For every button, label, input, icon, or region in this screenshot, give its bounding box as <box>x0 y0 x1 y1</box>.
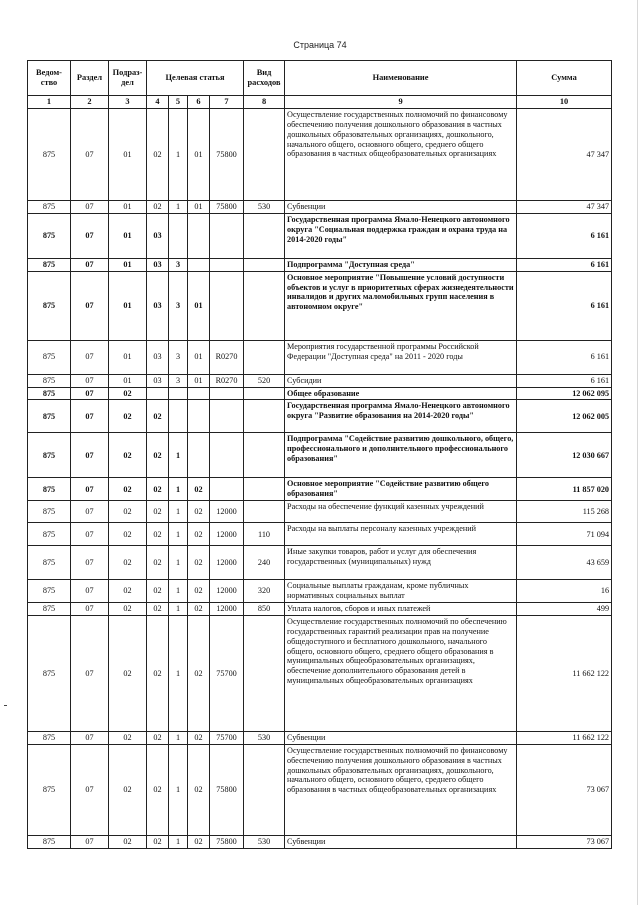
target-1-cell: 02 <box>147 523 169 546</box>
name-cell: Осуществление государственных полномочий по финансовому обеспечению получения дошкольного образования в частных дошкольных образовательных организациях, дошкольного, начального общего, основного общего, среднего общего образования в частных общеобразовательных организациях <box>285 744 517 835</box>
vid-cell <box>244 258 285 271</box>
razdel-cell: 07 <box>71 546 109 580</box>
target-3-cell: 02 <box>188 603 210 616</box>
sum-cell: 16 <box>517 580 612 603</box>
table-row <box>28 546 612 580</box>
razdel-cell: 07 <box>71 744 109 835</box>
target-4-cell <box>210 478 244 501</box>
target-2-cell: 1 <box>169 731 188 744</box>
target-2-cell: 3 <box>169 271 188 340</box>
target-1-cell <box>147 387 169 400</box>
podrazdel-cell: 02 <box>109 615 147 731</box>
razdel-cell: 07 <box>71 478 109 501</box>
vid-cell <box>244 271 285 340</box>
target-4-cell: R0270 <box>210 340 244 374</box>
target-2-cell: 1 <box>169 603 188 616</box>
target-1-cell: 02 <box>147 615 169 731</box>
target-2-cell: 1 <box>169 744 188 835</box>
sum-cell: 6 161 <box>517 258 612 271</box>
target-4-cell: 75800 <box>210 744 244 835</box>
name-cell: Подпрограмма "Содействие развитию дошкольного, общего, профессионального и дополнительного профессионального образования" <box>285 433 517 478</box>
name-cell: Субвенции <box>285 835 517 848</box>
table-row <box>28 213 612 258</box>
name-cell: Социальные выплаты гражданам, кроме публичных нормативных социальных выплат <box>285 580 517 603</box>
target-3-cell <box>188 387 210 400</box>
sum-cell: 11 662 122 <box>517 615 612 731</box>
vedomstvo-cell: 875 <box>28 109 71 201</box>
target-3-cell: 02 <box>188 835 210 848</box>
target-1-cell: 02 <box>147 580 169 603</box>
target-2-cell: 1 <box>169 835 188 848</box>
target-3-cell: 02 <box>188 523 210 546</box>
target-2-cell <box>169 400 188 433</box>
target-2-cell: 1 <box>169 109 188 201</box>
name-cell: Расходы на выплаты персоналу казенных учреждений <box>285 523 517 546</box>
target-3-cell <box>188 433 210 478</box>
target-4-cell: 75700 <box>210 731 244 744</box>
podrazdel-cell: 02 <box>109 580 147 603</box>
column-number: 4 <box>147 96 169 109</box>
target-3-cell: 01 <box>188 201 210 214</box>
razdel-cell: 07 <box>71 374 109 387</box>
razdel-cell: 07 <box>71 835 109 848</box>
table-row <box>28 835 612 848</box>
vedomstvo-cell: 875 <box>28 433 71 478</box>
vedomstvo-cell: 875 <box>28 478 71 501</box>
column-number: 7 <box>210 96 244 109</box>
vedomstvo-cell: 875 <box>28 387 71 400</box>
razdel-cell: 07 <box>71 109 109 201</box>
name-cell: Подпрограмма "Доступная среда" <box>285 258 517 271</box>
sum-cell: 73 067 <box>517 744 612 835</box>
sum-cell: 115 268 <box>517 501 612 523</box>
name-cell: Осуществление государственных полномочий по обеспечению государственных гарантий реализации прав на получение общедоступного и бесплатного дошкольного, начального общего, основного общего, среднего общего образования в муниципальных общеобразовательных организациях, обеспечение дополнительного образования детей в муниципальных общеобразовательных организациях <box>285 615 517 731</box>
table-row <box>28 387 612 400</box>
vedomstvo-cell: 875 <box>28 374 71 387</box>
podrazdel-cell: 02 <box>109 523 147 546</box>
table-row <box>28 731 612 744</box>
name-cell: Основное мероприятие "Содействие развитию общего образования" <box>285 478 517 501</box>
target-3-cell: 02 <box>188 744 210 835</box>
name-cell: Общее образование <box>285 387 517 400</box>
vid-cell: 110 <box>244 523 285 546</box>
target-2-cell: 1 <box>169 615 188 731</box>
razdel-cell: 07 <box>71 580 109 603</box>
vid-cell <box>244 744 285 835</box>
sum-cell: 12 062 095 <box>517 387 612 400</box>
vedomstvo-cell: 875 <box>28 523 71 546</box>
razdel-cell: 07 <box>71 501 109 523</box>
target-4-cell <box>210 271 244 340</box>
target-4-cell <box>210 433 244 478</box>
sum-cell: 6 161 <box>517 340 612 374</box>
vid-cell <box>244 109 285 201</box>
target-4-cell <box>210 400 244 433</box>
vid-cell: 320 <box>244 580 285 603</box>
target-3-cell: 01 <box>188 271 210 340</box>
col-header-vid: Вид расходов <box>244 61 285 96</box>
target-1-cell: 02 <box>147 478 169 501</box>
target-1-cell: 03 <box>147 271 169 340</box>
sum-cell: 71 094 <box>517 523 612 546</box>
razdel-cell: 07 <box>71 603 109 616</box>
podrazdel-cell: 02 <box>109 478 147 501</box>
podrazdel-cell: 02 <box>109 546 147 580</box>
target-2-cell: 1 <box>169 501 188 523</box>
vedomstvo-cell: 875 <box>28 340 71 374</box>
name-cell: Государственная программа Ямало-Ненецкого автономного округа "Развитие образования на 2014-2020 годы" <box>285 400 517 433</box>
target-4-cell: R0270 <box>210 374 244 387</box>
sum-cell: 6 161 <box>517 213 612 258</box>
name-cell: Субвенции <box>285 201 517 214</box>
column-number: 8 <box>244 96 285 109</box>
razdel-cell: 07 <box>71 523 109 546</box>
target-1-cell: 03 <box>147 258 169 271</box>
target-1-cell: 02 <box>147 603 169 616</box>
table-row <box>28 580 612 603</box>
vid-cell <box>244 400 285 433</box>
table-row <box>28 271 612 340</box>
target-2-cell: 1 <box>169 580 188 603</box>
target-1-cell: 02 <box>147 433 169 478</box>
target-2-cell: 3 <box>169 340 188 374</box>
name-cell: Субвенции <box>285 731 517 744</box>
vid-cell <box>244 213 285 258</box>
target-3-cell: 02 <box>188 580 210 603</box>
target-4-cell: 75800 <box>210 835 244 848</box>
podrazdel-cell: 02 <box>109 603 147 616</box>
razdel-cell: 07 <box>71 387 109 400</box>
podrazdel-cell: 01 <box>109 213 147 258</box>
sum-cell: 12 062 005 <box>517 400 612 433</box>
table-row <box>28 400 612 433</box>
razdel-cell: 07 <box>71 201 109 214</box>
sum-cell: 47 347 <box>517 109 612 201</box>
sum-cell: 11 662 122 <box>517 731 612 744</box>
podrazdel-cell: 02 <box>109 835 147 848</box>
name-cell: Основное мероприятие "Повышение условий доступности объектов и услуг в приоритетных сферах жизнедеятельности инвалидов и других маломобильных групп населения в автономном округе" <box>285 271 517 340</box>
vedomstvo-cell: 875 <box>28 835 71 848</box>
target-1-cell: 02 <box>147 546 169 580</box>
name-cell: Уплата налогов, сборов и иных платежей <box>285 603 517 616</box>
target-4-cell: 75700 <box>210 615 244 731</box>
table-row <box>28 603 612 616</box>
vid-cell: 530 <box>244 835 285 848</box>
table-row <box>28 523 612 546</box>
col-header-celevaya: Целевая статья <box>147 61 244 96</box>
target-2-cell <box>169 213 188 258</box>
budget-table <box>27 60 612 849</box>
page-header: Страница 74 <box>293 40 347 50</box>
target-4-cell <box>210 387 244 400</box>
header-row <box>28 61 612 96</box>
vedomstvo-cell: 875 <box>28 400 71 433</box>
column-number: 1 <box>28 96 71 109</box>
target-3-cell: 02 <box>188 478 210 501</box>
vid-cell: 530 <box>244 201 285 214</box>
col-header-sum: Сумма <box>517 61 612 96</box>
vid-cell <box>244 501 285 523</box>
table-row <box>28 615 612 731</box>
target-1-cell: 02 <box>147 731 169 744</box>
sum-cell: 43 659 <box>517 546 612 580</box>
vid-cell: 850 <box>244 603 285 616</box>
sum-cell: 499 <box>517 603 612 616</box>
target-3-cell <box>188 258 210 271</box>
podrazdel-cell: 02 <box>109 400 147 433</box>
sum-cell: 47 347 <box>517 201 612 214</box>
target-1-cell: 02 <box>147 109 169 201</box>
podrazdel-cell: 01 <box>109 271 147 340</box>
col-header-vedomstvo: Ведом-ство <box>28 61 71 96</box>
table-row <box>28 433 612 478</box>
target-1-cell: 02 <box>147 400 169 433</box>
target-2-cell: 1 <box>169 478 188 501</box>
target-4-cell <box>210 213 244 258</box>
name-cell: Иные закупки товаров, работ и услуг для обеспечения государственных (муниципальных) нужд <box>285 546 517 580</box>
sum-cell: 12 030 667 <box>517 433 612 478</box>
table-row <box>28 340 612 374</box>
sum-cell: 73 067 <box>517 835 612 848</box>
target-1-cell: 02 <box>147 835 169 848</box>
target-1-cell: 03 <box>147 340 169 374</box>
col-header-name: Наименование <box>285 61 517 96</box>
razdel-cell: 07 <box>71 731 109 744</box>
table-row <box>28 374 612 387</box>
sum-cell: 6 161 <box>517 374 612 387</box>
vedomstvo-cell: 875 <box>28 271 71 340</box>
target-3-cell <box>188 400 210 433</box>
target-1-cell: 02 <box>147 744 169 835</box>
scan-mark <box>4 705 7 706</box>
sum-cell: 6 161 <box>517 271 612 340</box>
name-cell: Государственная программа Ямало-Ненецкого автономного округа "Социальная поддержка граждан и охрана труда на 2014-2020 годы" <box>285 213 517 258</box>
vedomstvo-cell: 875 <box>28 580 71 603</box>
column-number-row <box>28 96 612 109</box>
target-3-cell: 01 <box>188 374 210 387</box>
podrazdel-cell: 02 <box>109 433 147 478</box>
target-3-cell: 01 <box>188 109 210 201</box>
podrazdel-cell: 01 <box>109 201 147 214</box>
razdel-cell: 07 <box>71 433 109 478</box>
vedomstvo-cell: 875 <box>28 731 71 744</box>
target-1-cell: 02 <box>147 501 169 523</box>
col-header-razdel: Раздел <box>71 61 109 96</box>
podrazdel-cell: 02 <box>109 387 147 400</box>
table-row <box>28 109 612 201</box>
vid-cell <box>244 387 285 400</box>
target-3-cell: 02 <box>188 546 210 580</box>
podrazdel-cell: 01 <box>109 340 147 374</box>
podrazdel-cell: 02 <box>109 501 147 523</box>
sum-cell: 11 857 020 <box>517 478 612 501</box>
target-4-cell <box>210 258 244 271</box>
target-4-cell: 12000 <box>210 580 244 603</box>
vedomstvo-cell: 875 <box>28 615 71 731</box>
target-2-cell: 3 <box>169 374 188 387</box>
column-number: 6 <box>188 96 210 109</box>
vedomstvo-cell: 875 <box>28 744 71 835</box>
vedomstvo-cell: 875 <box>28 201 71 214</box>
vedomstvo-cell: 875 <box>28 501 71 523</box>
podrazdel-cell: 01 <box>109 258 147 271</box>
vid-cell: 530 <box>244 731 285 744</box>
column-number: 2 <box>71 96 109 109</box>
target-2-cell: 1 <box>169 201 188 214</box>
razdel-cell: 07 <box>71 271 109 340</box>
name-cell: Осуществление государственных полномочий по финансовому обеспечению получения дошкольного образования в частных дошкольных образовательных организациях, дошкольного, начального общего, основного общего, среднего общего образования в частных общеобразовательных организациях <box>285 109 517 201</box>
target-4-cell: 12000 <box>210 546 244 580</box>
name-cell: Расходы на обеспечение функций казенных учреждений <box>285 501 517 523</box>
column-number: 9 <box>285 96 517 109</box>
table-row <box>28 258 612 271</box>
name-cell: Мероприятия государственной программы Российской Федерации "Доступная среда" на 2011 - 2020 годы <box>285 340 517 374</box>
target-2-cell: 1 <box>169 523 188 546</box>
name-cell: Субсидии <box>285 374 517 387</box>
target-4-cell: 12000 <box>210 523 244 546</box>
razdel-cell: 07 <box>71 340 109 374</box>
vedomstvo-cell: 875 <box>28 213 71 258</box>
razdel-cell: 07 <box>71 213 109 258</box>
table-row <box>28 501 612 523</box>
razdel-cell: 07 <box>71 400 109 433</box>
target-1-cell: 03 <box>147 374 169 387</box>
table-row <box>28 201 612 214</box>
razdel-cell: 07 <box>71 615 109 731</box>
target-2-cell: 1 <box>169 433 188 478</box>
vedomstvo-cell: 875 <box>28 546 71 580</box>
target-2-cell: 3 <box>169 258 188 271</box>
vid-cell: 520 <box>244 374 285 387</box>
target-3-cell: 02 <box>188 615 210 731</box>
column-number: 10 <box>517 96 612 109</box>
target-2-cell <box>169 387 188 400</box>
target-3-cell: 01 <box>188 340 210 374</box>
column-number: 5 <box>169 96 188 109</box>
target-1-cell: 02 <box>147 201 169 214</box>
target-3-cell <box>188 213 210 258</box>
target-4-cell: 75800 <box>210 201 244 214</box>
vedomstvo-cell: 875 <box>28 603 71 616</box>
target-4-cell: 75800 <box>210 109 244 201</box>
podrazdel-cell: 01 <box>109 109 147 201</box>
target-3-cell: 02 <box>188 731 210 744</box>
target-4-cell: 12000 <box>210 501 244 523</box>
vid-cell: 240 <box>244 546 285 580</box>
podrazdel-cell: 02 <box>109 731 147 744</box>
podrazdel-cell: 01 <box>109 374 147 387</box>
vid-cell <box>244 433 285 478</box>
target-1-cell: 03 <box>147 213 169 258</box>
vid-cell <box>244 340 285 374</box>
col-header-podrazdel: Подраз-дел <box>109 61 147 96</box>
table-row <box>28 744 612 835</box>
target-4-cell: 12000 <box>210 603 244 616</box>
table-row <box>28 478 612 501</box>
scan-edge <box>637 0 638 905</box>
podrazdel-cell: 02 <box>109 744 147 835</box>
razdel-cell: 07 <box>71 258 109 271</box>
vid-cell <box>244 478 285 501</box>
vedomstvo-cell: 875 <box>28 258 71 271</box>
vid-cell <box>244 615 285 731</box>
target-2-cell: 1 <box>169 546 188 580</box>
column-number: 3 <box>109 96 147 109</box>
target-3-cell: 02 <box>188 501 210 523</box>
